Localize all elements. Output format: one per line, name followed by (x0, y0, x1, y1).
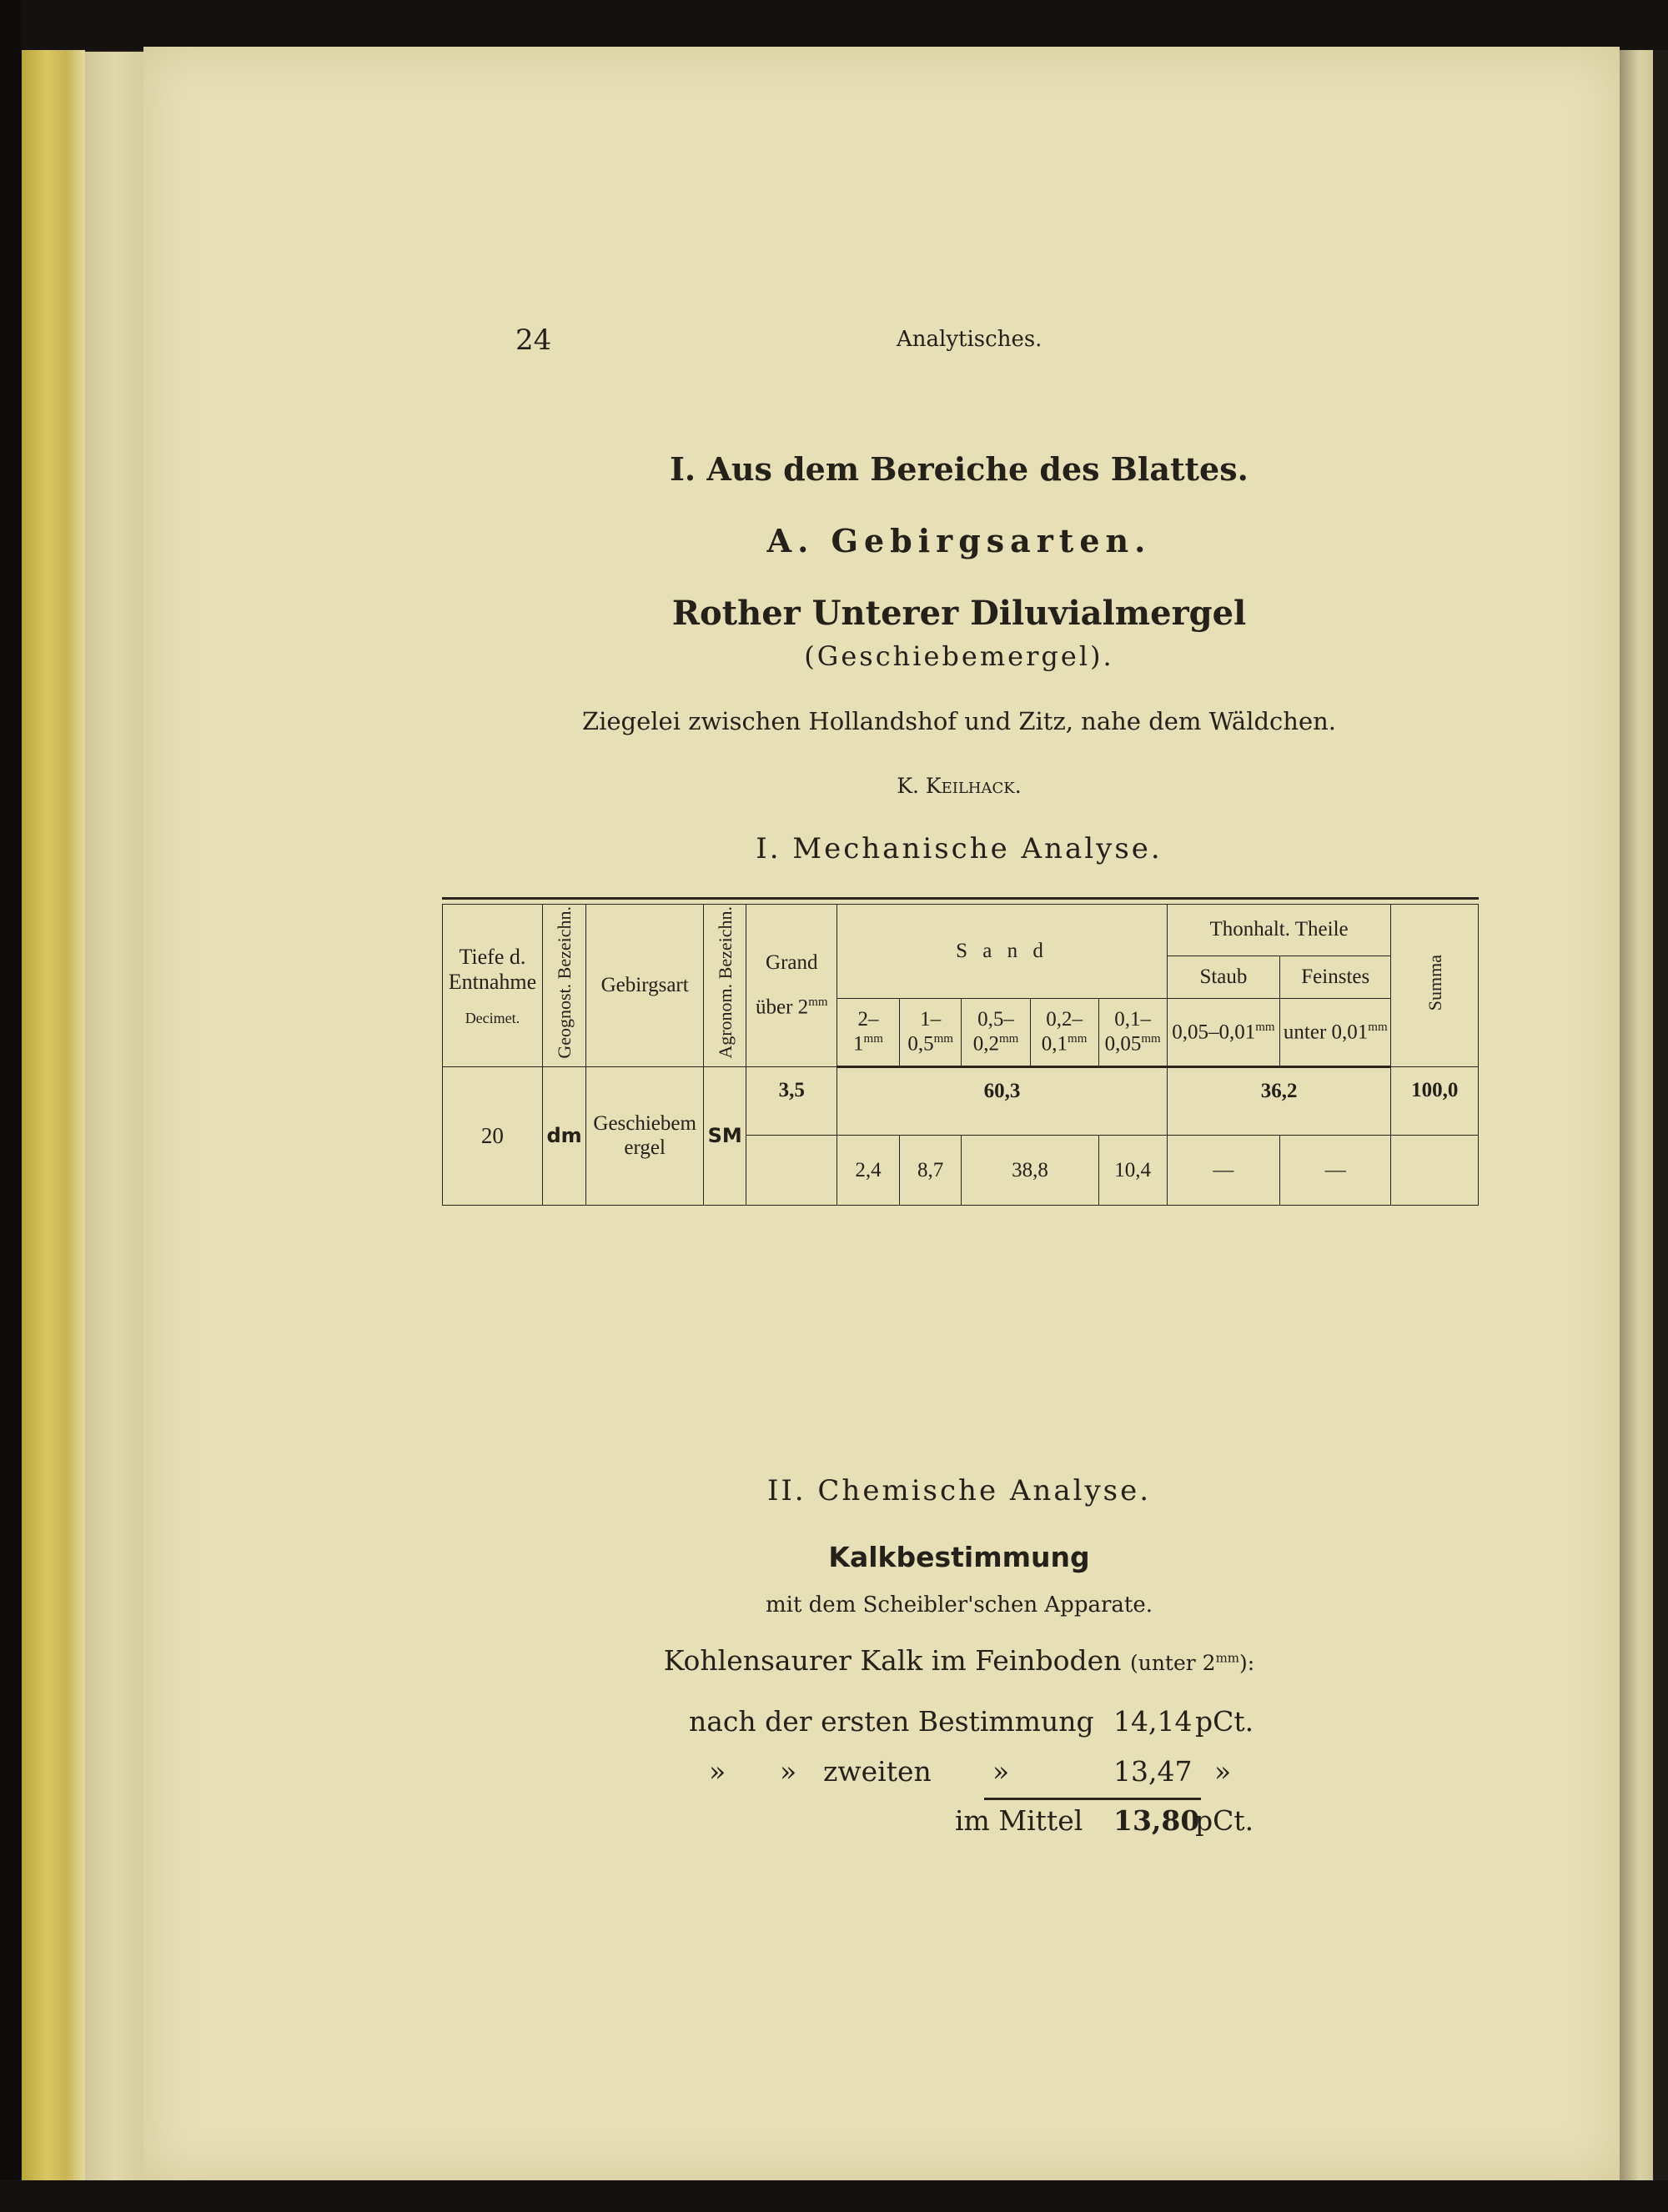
ditto-mark: » (1214, 1755, 1232, 1788)
sum-rule (984, 1798, 1201, 1800)
first-measurement-value: 14,14 (1113, 1705, 1193, 1738)
chemical-subtitle: Kalkbestimmung (828, 1541, 1090, 1573)
header-grand: Grand über $2^{mm}$ (746, 905, 837, 1067)
cell-summa: 100,0 (1391, 1067, 1479, 1136)
measure-heading: Kohlensaurer Kalk im Feinboden (unter $2^{mm}$): (663, 1644, 1255, 1677)
cell-sand-value: 8,7 (899, 1136, 962, 1206)
second-measurement-value: 13,47 (1113, 1755, 1193, 1788)
author: K. Keilhack. (897, 774, 1022, 798)
book-spine (0, 0, 22, 2212)
header-sand-size: 0,1– $0,05^{mm}$ (1098, 998, 1167, 1067)
header-feinstes: Feinstes (1280, 956, 1391, 998)
rock-alt-name: (Geschiebemergel). (804, 640, 1114, 672)
scan-top-border (0, 0, 1668, 50)
cell-sand-total: 60,3 (837, 1067, 1168, 1136)
mean-value: 13,80 (1113, 1804, 1200, 1837)
cell-staub: — (1167, 1136, 1279, 1206)
cell-rock-type: Geschiebemergel (586, 1067, 704, 1206)
header-rock-type: Gebirgsart (586, 905, 704, 1067)
cell-sand-value: 10,4 (1098, 1136, 1167, 1206)
running-head: Analytisches. (897, 327, 1042, 352)
ditto-mark: » (992, 1755, 1010, 1788)
cell-agronom: SM (704, 1067, 746, 1206)
section-title: I. Aus dem Bereiche des Blattes. (670, 450, 1248, 488)
section-subtitle: A. Gebirgsarten. (766, 522, 1152, 559)
header-agronom: Agronom. Bezeichn. (704, 905, 746, 1067)
header-depth-unit: Decimet. (465, 1009, 520, 1026)
cell-clay-total: 36,2 (1167, 1067, 1391, 1136)
chemical-analysis-title: II. Chemische Analyse. (766, 1474, 1152, 1507)
second-measurement-label: zweiten (823, 1755, 932, 1788)
header-feinstes-size: unter $0,01^{mm}$ (1280, 998, 1391, 1067)
header-sand: S a n d (837, 905, 1168, 999)
header-geognost: Geognost. Bezeichn. (542, 905, 585, 1067)
first-measurement-label: nach der ersten Bestimmung (689, 1705, 1094, 1738)
chemical-method: mit dem Scheibler'schen Apparate. (765, 1593, 1153, 1618)
cell-sand-value: 2,4 (837, 1136, 900, 1206)
mechanical-analysis-title: I. Mechanische Analyse. (756, 832, 1163, 865)
header-clay: Thonhalt. Theile (1167, 905, 1391, 956)
mean-label: im Mittel (955, 1804, 1083, 1837)
table-top-rule (442, 897, 1479, 900)
cell-depth: 20 (443, 1067, 543, 1206)
rock-name: Rother Unterer Diluvialmergel (671, 594, 1247, 633)
first-measurement-unit: pCt. (1195, 1705, 1254, 1738)
sample-location: Ziegelei zwischen Hollandshof und Zitz, nahe dem Wäldchen. (581, 707, 1337, 735)
page-number: 24 (515, 324, 552, 357)
header-depth: Tiefe d. Entnahme Decimet. (443, 905, 543, 1067)
header-staub: Staub (1167, 956, 1279, 998)
cell-sand-value: 38,8 (962, 1136, 1098, 1206)
ditto-mark: » (709, 1755, 726, 1788)
page-margin-stack (85, 52, 143, 2182)
header-staub-size: $0,05-0,01^{mm}$ (1167, 998, 1279, 1067)
header-summa: Summa (1391, 905, 1479, 1067)
scan-bottom-border (0, 2180, 1668, 2212)
header-sand-size: 0,5– $0,2^{mm}$ (962, 998, 1030, 1067)
cell-geognost: dm (542, 1067, 585, 1206)
cell-feinstes: — (1280, 1136, 1391, 1206)
mean-unit: pCt. (1195, 1804, 1254, 1837)
cell-summa-lower (1391, 1136, 1479, 1206)
ditto-mark: » (780, 1755, 797, 1788)
cell-grand-lower (746, 1136, 837, 1206)
facing-page-edge (1620, 50, 1653, 2184)
header-sand-size: 1– $0,5^{mm}$ (899, 998, 962, 1067)
mechanical-analysis-table (442, 904, 1479, 1206)
header-sand-size: 0,2– $0,1^{mm}$ (1030, 998, 1098, 1067)
page-edges (22, 50, 85, 2184)
cell-grand: 3,5 (746, 1067, 837, 1136)
header-sand-size: 2– $1^{mm}$ (837, 998, 900, 1067)
